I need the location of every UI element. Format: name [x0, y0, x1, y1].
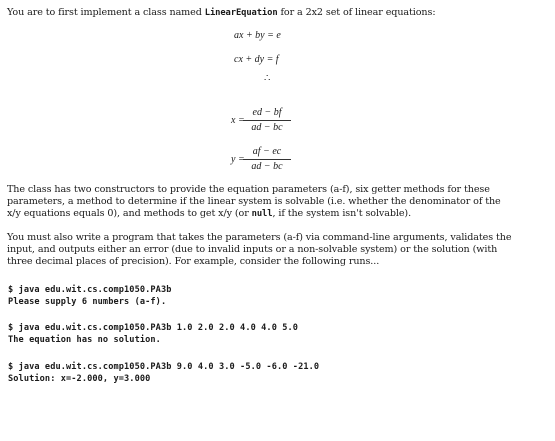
para2-line1: The class has two constructors to provide the equation parameters (a-f), six getter methods for these — [7, 184, 490, 195]
equation-2: cx + dy = f — [234, 54, 279, 65]
y-numerator: af − ec — [252, 146, 282, 157]
para3-line3: three decimal places of precision). For example, consider the following runs... — [7, 256, 380, 267]
x-denominator: ad − bc — [251, 122, 283, 133]
intro-text-before: You are to first implement a class named — [7, 7, 205, 18]
para2-line3-after: , if the system isn't solvable). — [272, 208, 412, 219]
x-solution-formula — [231, 107, 295, 135]
para2-line2: parameters, a method to determine if the linear system is solvable (i.e. whether the denominator of the — [7, 196, 501, 207]
y-lhs: y = — [231, 154, 245, 165]
class-name-code: LinearEquation — [204, 8, 278, 18]
run-2-output: The equation has no solution. — [8, 335, 161, 345]
y-denominator: ad − bc — [251, 161, 283, 172]
program-description-paragraph — [7, 232, 547, 268]
para3-line2: input, and outputs either an error (due to invalid inputs or a non-solvable system) or the solution (with — [7, 244, 498, 255]
para2-line3-before: x/y equations equals 0), and methods to get x/y (or — [7, 208, 252, 219]
x-numerator: ed − bf — [252, 107, 282, 118]
run-1-output: Please supply 6 numbers (a-f). — [8, 297, 167, 307]
y-solution-formula — [231, 146, 295, 174]
therefore-symbol: ∴ — [264, 73, 271, 84]
para3-line1: You must also write a program that takes the parameters (a-f) via command-line arguments, validates the — [7, 232, 512, 243]
class-description-paragraph — [7, 184, 547, 220]
null-code: null — [251, 209, 273, 219]
run-3-command: $ java edu.wit.cs.comp1050.PA3b 9.0 4.0 3.0 -5.0 -6.0 -21.0 — [8, 362, 320, 372]
run-1-command: $ java edu.wit.cs.comp1050.PA3b — [8, 285, 172, 295]
run-2-command: $ java edu.wit.cs.comp1050.PA3b 1.0 2.0 2.0 4.0 4.0 5.0 — [8, 323, 299, 333]
para2-line3 — [7, 208, 547, 220]
equation-1: ax + by = e — [234, 30, 281, 41]
run-3-output: Solution: x=-2.000, y=3.000 — [8, 374, 151, 384]
intro-paragraph — [7, 7, 547, 19]
x-lhs: x = — [231, 115, 245, 126]
x-fraction-bar — [243, 120, 291, 121]
intro-text-after: for a 2x2 set of linear equations: — [277, 7, 436, 18]
y-fraction-bar — [243, 159, 291, 160]
